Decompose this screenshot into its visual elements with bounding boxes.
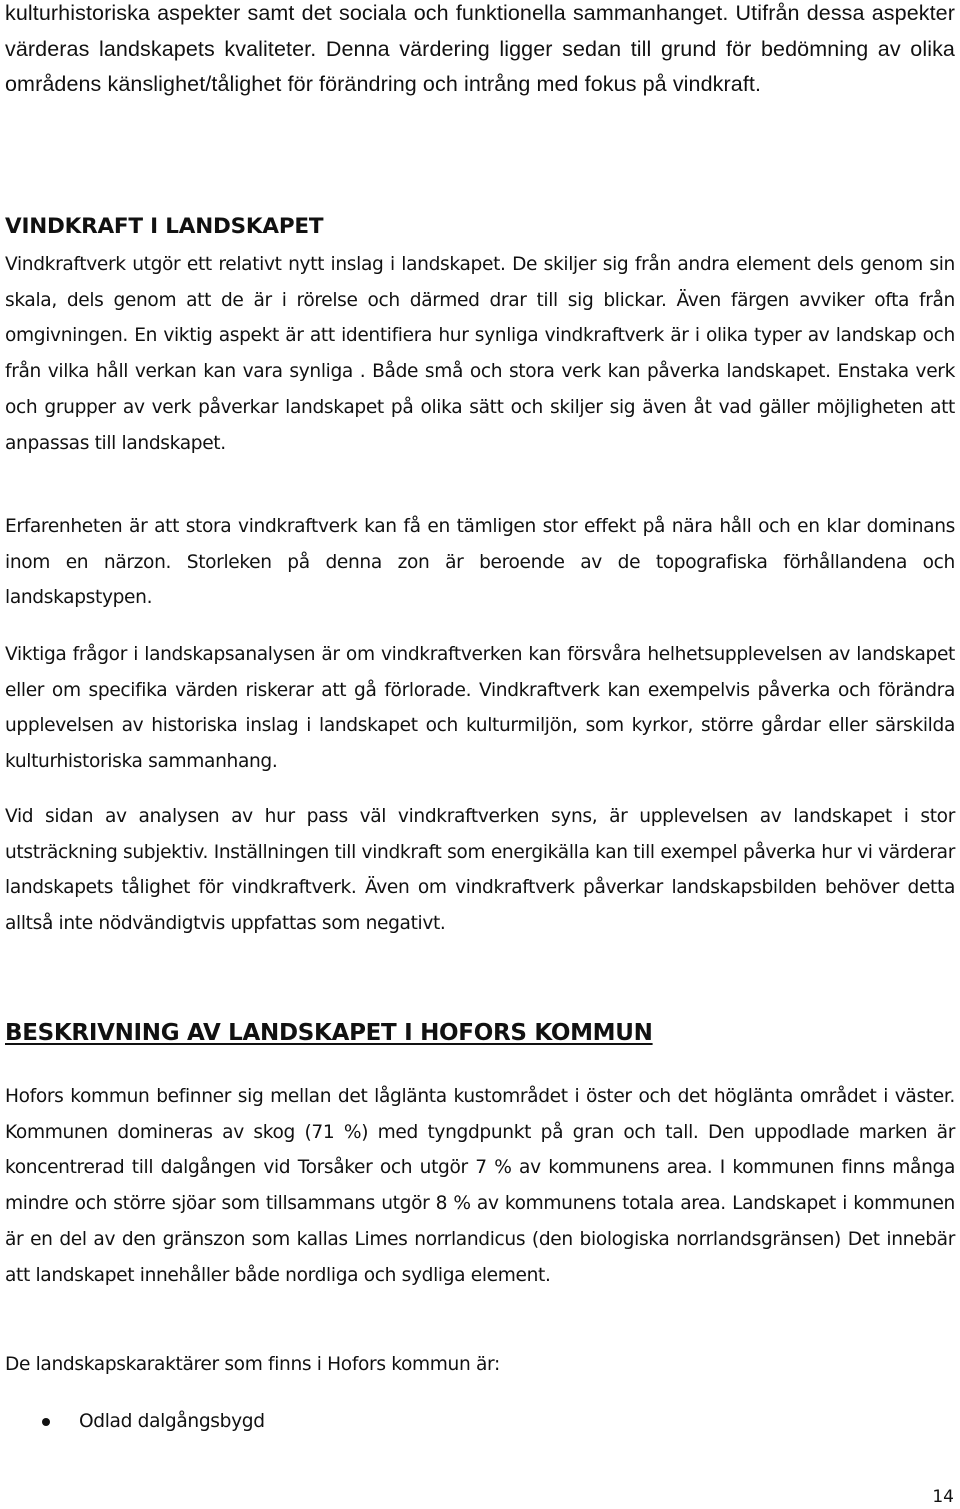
list-item-label: Odlad dalgångsbygd — [79, 1411, 265, 1432]
paragraph-landskapskaraktarer: De landskapskaraktärer som finns i Hofors kommun är: — [5, 1354, 500, 1375]
section-heading-hofors: BESKRIVNING AV LANDSKAPET I HOFORS KOMMUN — [5, 1020, 653, 1046]
paragraph-viktiga-fragor: Viktiga frågor i landskapsanalysen är om vindkraftverken kan försvåra helhetsupplevelsen av landskapet eller om specifika värden riskerar att gå förlorade. Vindkraftverk kan exempelvis påverka och förändra upplevelsen av historiska inslag i landskapet och kulturmiljön, som kyrkor, större gårdar eller särskilda kulturhistoriska sammanhang. — [5, 644, 955, 773]
page-number: 14 — [932, 1487, 954, 1507]
list-item — [5, 1404, 265, 1440]
paragraph-hofors-beskrivning: Hofors kommun befinner sig mellan det låglänta kustområdet i öster och det höglänta området i väster. Kommunen domineras av skog (71 %) med tyngdpunkt på gran och tall. Den uppodlade marken är koncentrerad till dalgången vid Torsåker och utgör 7 % av kommunens area. I kommunen finns många mindre och större sjöar som tillsammans utgör 8 % av kommunens totala area. Landskapet i kommunen är en del av den gränszon som kallas Limes norrlandicus (den biologiska norrlandsgränsen) Det innebär att landskapet innehåller både nordliga och sydliga element. — [5, 1086, 955, 1286]
paragraph-vindkraft-intro: Vindkraftverk utgör ett relativt nytt inslag i landskapet. De skiljer sig från andra element dels genom sin skala, dels genom att de är i rörelse och därmed drar till sig blickar. Även färgen avviker ofta från omgivningen. En viktig aspekt är att identifiera hur synliga vindkraftverk är i olika typer av landskap och från vilka håll verkan kan vara synliga . Både små och stora verk kan påverka landskapet. Enstaka verk och grupper av verk påverkar landskapet på olika sätt och skiljer sig även åt vad gäller möjligheten att anpassas till landskapet. — [5, 254, 955, 454]
paragraph-subjektiv-upplevelse: Vid sidan av analysen av hur pass väl vindkraftverken syns, är upplevelsen av landskapet i stor utsträckning subjektiv. Inställningen till vindkraft som energikälla kan till exempel påverka hur vi värderar landskapets tålighet för vindkraftverk. Även om vindkraftverk påverkar landskapsbilden behöver detta alltså inte nödvändigtvis uppfattas som negativt. — [5, 806, 955, 935]
bullet-icon — [42, 1418, 50, 1426]
paragraph-erfarenhet: Erfarenheten är att stora vindkraftverk kan få en tämligen stor effekt på nära håll och en klar dominans inom en närzon. Storleken på denna zon är beroende av de topografiska förhållandena och landskapstypen. — [5, 516, 955, 609]
intro-paragraph: kulturhistoriska aspekter samt det sociala och funktionella sammanhanget. Utifrån dessa aspekter värderas landskapets kvaliteter. Denna värdering ligger sedan till grund för bedömning av olika områdens känslighet/tålighet för förändring och intrång med fokus på vindkraft. — [5, 1, 955, 97]
section-heading-vindkraft: VINDKRAFT I LANDSKAPET — [5, 214, 324, 239]
landscape-character-list — [5, 1404, 265, 1440]
